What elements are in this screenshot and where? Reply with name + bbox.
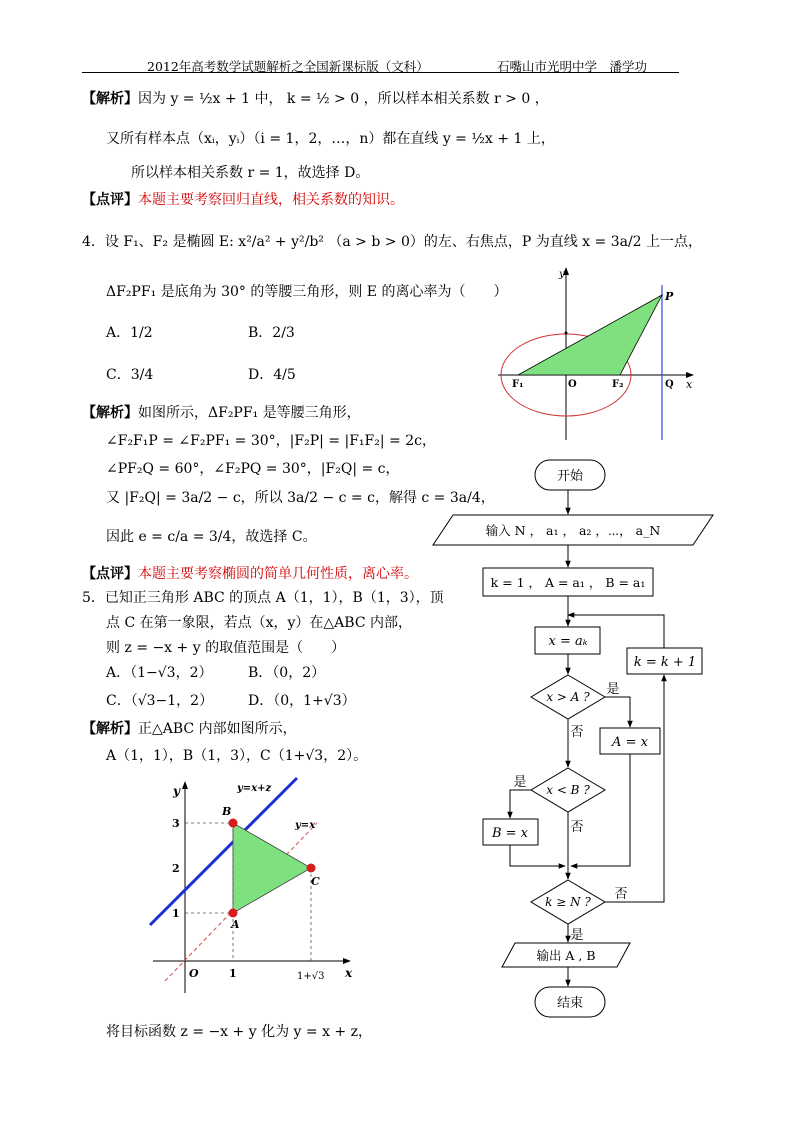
q5-step3: 将目标函数 z = −x + y 化为 y = x + z， bbox=[106, 1024, 372, 1040]
q4-step4: 又 |F₂Q| = 3a/2 − c，所以 3a/2 − c = c，解得 c = 3a/4， bbox=[106, 490, 495, 506]
flow-setB-label: B = x bbox=[491, 826, 529, 841]
flow-cond1-label: x > A ? bbox=[546, 690, 590, 704]
flow-setA-label: A = x bbox=[612, 735, 648, 750]
flow-cond3-no: 否 bbox=[614, 887, 628, 902]
q4-comment-text: 本题主要考察椭圆的简单几何性质，离心率。 bbox=[138, 566, 418, 582]
flow-cond2-no: 否 bbox=[570, 820, 584, 835]
guide-b bbox=[185, 823, 233, 961]
label-b: B bbox=[222, 805, 232, 818]
flow-inc-label: k = k + 1 bbox=[633, 655, 697, 670]
point-o-label: O bbox=[568, 379, 577, 390]
q5-option-d: D．（0，1+√3） bbox=[248, 693, 356, 709]
flow-cond2-yes: 是 bbox=[513, 775, 527, 790]
ellipse-figure bbox=[490, 265, 700, 445]
q5-option-b: B．（0，2） bbox=[248, 665, 326, 681]
header-rule bbox=[82, 72, 679, 73]
ellipse-top-point bbox=[565, 332, 568, 335]
q4-step3: ∠PF₂Q = 60°，∠F₂PQ = 30°，|F₂Q| = c， bbox=[106, 461, 400, 477]
q3-comment bbox=[82, 189, 404, 209]
q4-option-b: B．2/3 bbox=[248, 325, 295, 341]
header-right: 石嘴山市光明中学 潘学功 bbox=[497, 59, 648, 74]
q5-tag: 【解析】 bbox=[82, 721, 138, 737]
q4-option-c: C．3/4 bbox=[106, 367, 154, 383]
q5-stem3: 则 z = −x + y 的取值范围是（ ） bbox=[106, 640, 346, 656]
q5-stem2: 点 C 在第一象限，若点（x，y）在△ABC 内部， bbox=[106, 615, 413, 631]
q5-step2: A（1，1），B（1，3），C（1+√3，2）。 bbox=[106, 748, 368, 764]
point-c bbox=[307, 864, 316, 873]
q3-line3: 所以样本相关系数 r = 1，故选择 D。 bbox=[131, 165, 370, 181]
q3-line2: 又所有样本点（xᵢ，yᵢ）（i = 1，2，…，n）都在直线 y = ½x + 1 上， bbox=[106, 131, 555, 147]
tick-x-1-plus-root3: 1+√3 bbox=[297, 971, 325, 982]
q4-step1: 如图所示，ΔF₂PF₁ 是等腰三角形， bbox=[138, 405, 361, 421]
q5-option-a: A．（1−√3，2） bbox=[106, 665, 213, 681]
label-line2: y=x bbox=[295, 820, 316, 831]
flow-cond2-label: x < B ? bbox=[546, 783, 590, 797]
ellipse-y-label: y bbox=[559, 269, 565, 280]
point-f1-label: F₁ bbox=[512, 379, 524, 390]
triangle-figure bbox=[145, 775, 365, 1000]
flow-start-label: 开始 bbox=[556, 469, 584, 484]
tri-x-arrow bbox=[343, 958, 351, 964]
tri-y-label: y bbox=[173, 784, 180, 798]
q4-stem1: 4．设 F₁、F₂ 是椭圆 E: x²/a² + y²/b² （a > b > 0）的左、右焦点，P 为直线 x = 3a/2 上一点， bbox=[82, 234, 703, 250]
flow-input-label: 输入 N ， a₁ ， a₂ ，⋯， a_N bbox=[485, 523, 661, 538]
tick-y-1: 1 bbox=[172, 907, 180, 920]
q5-analysis bbox=[82, 718, 297, 738]
flow-init-label: k = 1 ， A = a₁ ， B = a₁ bbox=[490, 575, 646, 590]
flow-cond3-yes: 是 bbox=[570, 928, 584, 943]
point-p-label: P bbox=[665, 290, 674, 303]
q4-stem2: ΔF₂PF₁ 是底角为 30° 的等腰三角形，则 E 的离心率为（ ） bbox=[106, 284, 508, 300]
q4-tag: 【解析】 bbox=[82, 405, 138, 421]
ellipse-x-label: x bbox=[686, 378, 693, 391]
flow-assign-label: x = aₖ bbox=[548, 634, 588, 649]
q3-comment-tag: 【点评】 bbox=[82, 192, 138, 208]
tick-x-1: 1 bbox=[229, 967, 237, 980]
label-a: A bbox=[231, 918, 240, 931]
triangle-f2pf1 bbox=[518, 295, 662, 375]
q4-comment bbox=[82, 563, 418, 583]
q3-comment-text: 本题主要考察回归直线，相关系数的知识。 bbox=[138, 192, 404, 208]
q4-comment-tag: 【点评】 bbox=[82, 566, 138, 582]
flow-output-label: 输出 A , B bbox=[536, 948, 596, 963]
triangle-abc bbox=[233, 823, 311, 913]
point-b bbox=[229, 819, 238, 828]
q4-analysis bbox=[82, 402, 361, 422]
flowchart bbox=[425, 455, 725, 1030]
tri-x-label: x bbox=[345, 966, 353, 980]
header-left: 2012年高考数学试题解析之全国新课标版（文科） bbox=[147, 59, 429, 74]
q3-tag: 【解析】 bbox=[82, 91, 138, 107]
q4-step2: ∠F₂F₁P = ∠F₂PF₁ = 30°，|F₂P| = |F₁F₂| = 2c， bbox=[106, 433, 436, 449]
flow-cond3-label: k ≥ N ? bbox=[545, 895, 591, 909]
label-line1: y=x+z bbox=[237, 783, 272, 794]
q3-analysis-line1 bbox=[82, 88, 549, 108]
tri-y-arrow bbox=[182, 781, 188, 789]
q4-option-a: A．1/2 bbox=[106, 325, 153, 341]
flow-cond1-no: 否 bbox=[570, 725, 584, 740]
q5-step1: 正△ABC 内部如图所示， bbox=[138, 721, 297, 737]
q5-option-c: C．（√3−1，2） bbox=[106, 693, 214, 709]
point-a bbox=[229, 909, 238, 918]
flow-end-label: 结束 bbox=[556, 996, 584, 1011]
label-c: C bbox=[311, 875, 320, 888]
tick-y-3: 3 bbox=[172, 817, 180, 830]
point-q-label: Q bbox=[665, 379, 674, 390]
flow-cond1-yes: 是 bbox=[606, 682, 620, 697]
q5-stem1: 5．已知正三角形 ABC 的顶点 A（1，1），B（1，3），顶 bbox=[82, 590, 444, 606]
tri-origin-label: O bbox=[189, 967, 199, 980]
q4-option-d: D．4/5 bbox=[248, 367, 296, 383]
q3-line1: 因为 y = ½x + 1 中， k = ½ > 0 ，所以样本相关系数 r > 0 ， bbox=[138, 91, 549, 107]
tick-y-2: 2 bbox=[172, 862, 180, 875]
q4-step5: 因此 e = c/a = 3/4，故选择 C。 bbox=[106, 529, 317, 545]
point-f2-label: F₂ bbox=[612, 379, 624, 390]
